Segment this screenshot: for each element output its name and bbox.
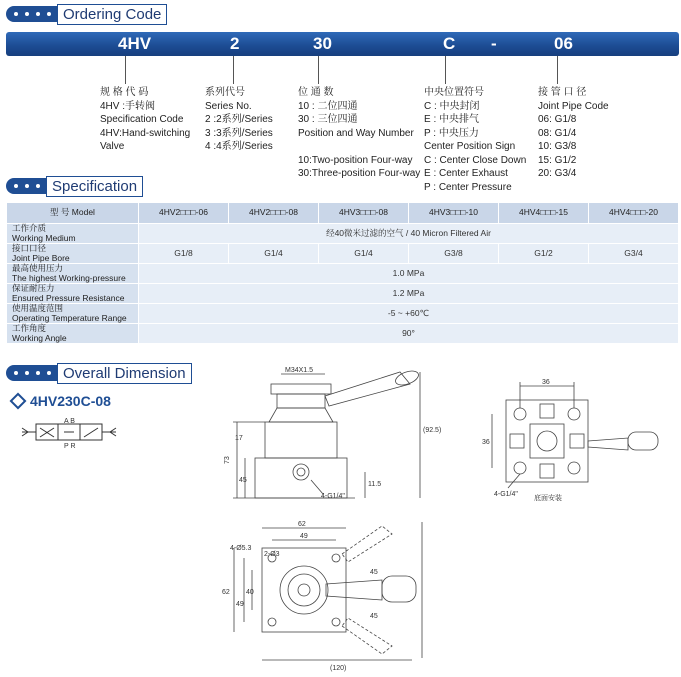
table-row [7, 244, 679, 264]
col-line: 15: G1/2 [538, 154, 577, 166]
dimension-title: Overall Dimension [57, 363, 192, 384]
en: Working Medium [12, 232, 76, 243]
ordering-code-title: Ordering Code [57, 4, 167, 25]
header-dots [6, 6, 57, 22]
cn: 接口口径 [12, 243, 47, 253]
dim-11-5: 11.5 [368, 481, 382, 488]
spec-table [6, 202, 679, 344]
en: The highest Working-pressure [12, 272, 126, 283]
table-row [7, 264, 679, 284]
code-series-no: 2 [230, 34, 240, 53]
value-cell: G1/2 [499, 244, 589, 264]
leader-line [233, 56, 234, 84]
dim-angle-a: 45 [370, 569, 378, 576]
col-line: 4HV :手转阀 [100, 100, 156, 112]
model-cell: 4HV2□□□-06 [139, 203, 229, 224]
col-line: 30:Three-position Four-way [298, 168, 421, 179]
pipe-column [538, 86, 609, 181]
col-line: 06: G1/8 [538, 114, 577, 125]
model-cell: 4HV2□□□-08 [229, 203, 319, 224]
leader-line [125, 56, 126, 84]
dim-w62: 62 [298, 521, 306, 528]
dim-45: 45 [239, 477, 247, 484]
dim-h36: 36 [482, 439, 490, 446]
model-title [12, 393, 111, 409]
mount-label: 底面安装 [534, 495, 562, 502]
cn: 型 号 [50, 207, 70, 218]
col-line: E : 中央排气 [424, 114, 480, 125]
code-pipe: 06 [554, 34, 573, 53]
table-row [7, 324, 679, 344]
value-cell: G1/4 [319, 244, 409, 264]
dim-92-5: (92.5) [423, 427, 442, 434]
table-row [7, 304, 679, 324]
diamond-icon [10, 393, 27, 410]
col-line [298, 140, 420, 154]
col-line: Specification Code [100, 114, 184, 125]
value-cell: G3/4 [589, 244, 679, 264]
en: Joint Pipe Bore [12, 252, 70, 263]
dimension-header [6, 362, 192, 384]
col-line: 10: G3/8 [538, 141, 577, 152]
col-line: Valve [100, 141, 125, 152]
col-line: 30 : 三位四通 [298, 114, 358, 125]
leader-line [318, 56, 319, 84]
table-row [7, 284, 679, 304]
col-line: 4HV:Hand-switching [100, 127, 191, 139]
code-position: 30 [313, 34, 332, 53]
dim-side-port: 4-G1/4" [494, 491, 518, 498]
en: Working Angle [12, 332, 67, 343]
dim-w36: 36 [542, 379, 550, 386]
symbol-bottom-label: P R [64, 443, 76, 450]
col-line: Series No. [205, 100, 252, 112]
series-column [205, 86, 273, 154]
row-label [7, 304, 139, 324]
dim-thread: M34X1.5 [285, 367, 314, 374]
table-row [7, 224, 679, 244]
code-dash: - [491, 34, 497, 53]
col-line: 系列代号 [205, 87, 245, 98]
top-view-drawing [222, 518, 432, 676]
value-cell: G1/4 [229, 244, 319, 264]
en: Operating Temperature Range [12, 312, 127, 323]
dim-angle-b: 45 [370, 613, 378, 620]
col-line: P : Center Pressure [424, 181, 512, 193]
col-line: 位 通 数 [298, 87, 334, 98]
value-cell: 1.0 MPa [139, 264, 679, 284]
model-header [7, 203, 139, 224]
row-label [7, 284, 139, 304]
dim-73: 73 [224, 456, 231, 464]
symbol-top-label: A B [64, 418, 75, 425]
spec-header-row [7, 203, 679, 224]
col-line: Center Position Sign [424, 141, 516, 152]
model-name: 4HV230C-08 [30, 393, 111, 409]
code-series: 4HV [118, 34, 152, 53]
spec-code-column [100, 86, 190, 154]
value-cell: 90° [139, 324, 679, 344]
dim-hole: 4-Ø5.3 [230, 545, 252, 552]
col-line: 接 管 口 径 [538, 87, 587, 98]
row-label [7, 264, 139, 284]
col-line: 2 :2系列/Series [205, 114, 273, 125]
col-line: 3 :3系列/Series [205, 127, 273, 139]
dim-hole2: 2-Ø3 [264, 551, 280, 558]
col-line: 08: G1/4 [538, 127, 577, 139]
dim-port: 4-G1/4" [321, 493, 345, 500]
dim-h49: 49 [236, 601, 244, 608]
cn: 工作介质 [12, 223, 47, 233]
code-center: C [443, 34, 456, 53]
col-line: C : 中央封闭 [424, 100, 480, 112]
col-line: 4 :4系列/Series [205, 141, 273, 152]
value-cell: 1.2 MPa [139, 284, 679, 304]
front-view-drawing [215, 362, 442, 512]
dim-h40: 40 [246, 589, 254, 596]
value-cell: G3/8 [409, 244, 499, 264]
specification-title: Specification [46, 176, 143, 197]
row-label [7, 244, 139, 264]
col-line: Joint Pipe Code [538, 100, 609, 112]
col-line: C : Center Close Down [424, 154, 527, 166]
center-column [424, 86, 526, 194]
model-cell: 4HV3□□□-10 [409, 203, 499, 224]
cn: 最高使用压力 [12, 263, 64, 273]
row-label [7, 324, 139, 344]
leader-line [557, 56, 558, 84]
model-cell: 4HV4□□□-15 [499, 203, 589, 224]
en: Model [71, 207, 95, 218]
header-dots [6, 178, 46, 194]
dim-w49: 49 [300, 533, 308, 540]
ordering-code-bar [6, 32, 679, 56]
col-line: E : Center Exhaust [424, 168, 508, 179]
leader-line [445, 56, 446, 84]
value-cell: 经40微米过滤的空气 / 40 Micron Filtered Air [139, 224, 679, 244]
value-cell: G1/8 [139, 244, 229, 264]
bottom-view-drawing [478, 372, 678, 502]
col-line: 20: G3/4 [538, 168, 577, 179]
col-line: 中央位置符号 [424, 87, 484, 98]
cn: 使用温度范围 [12, 303, 64, 313]
specification-header [6, 175, 143, 197]
position-column [298, 86, 420, 181]
dim-17: 17 [235, 435, 243, 442]
dim-w120: (120) [330, 665, 347, 672]
col-line: 10 : 二位四通 [298, 100, 358, 112]
col-line: 规 格 代 码 [100, 87, 149, 98]
ordering-code-header [6, 3, 167, 25]
col-line: Position and Way Number [298, 127, 414, 139]
en: Ensured Pressure Resistance [12, 292, 125, 303]
header-dots [6, 365, 57, 381]
dim-h62: 62 [222, 589, 230, 596]
model-cell: 4HV4□□□-20 [589, 203, 679, 224]
cn: 保证耐压力 [12, 283, 55, 293]
valve-symbol [20, 418, 130, 448]
col-line: 10:Two-position Four-way [298, 154, 413, 166]
value-cell: -5 ~ +60℃ [139, 304, 679, 324]
col-line: P : 中央压力 [424, 127, 479, 139]
cn: 工作角度 [12, 323, 47, 333]
row-label [7, 224, 139, 244]
model-cell: 4HV3□□□-08 [319, 203, 409, 224]
